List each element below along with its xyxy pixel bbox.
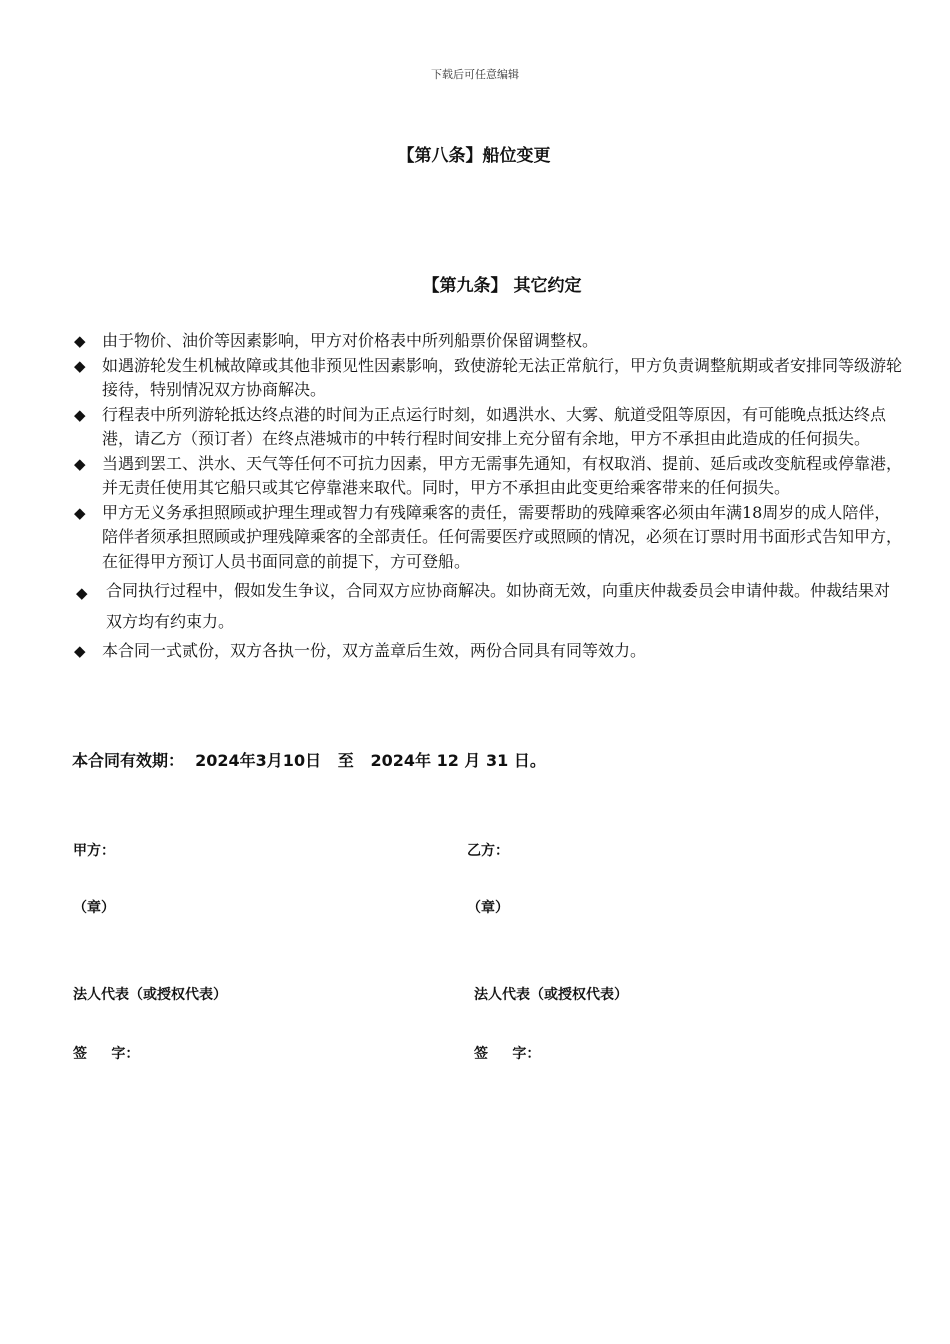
contract-validity: 本合同有效期： 2024年3月10日 至 2024年 12 月 31 日。 xyxy=(72,751,546,770)
terms-list xyxy=(74,329,904,664)
header-note: 下载后可任意编辑 xyxy=(431,68,519,81)
diamond-bullet-icon: ◆ xyxy=(74,356,86,375)
term-text: 如遇游轮发生机械故障或其他非预见性因素影响，致使游轮无法正常航行，甲方负责调整航期或者安排同等级游轮接待，特别情况双方协商解决。 xyxy=(102,355,903,399)
party-a-seal: （章） xyxy=(73,900,115,916)
term-text: 行程表中所列游轮抵达终点港的时间为正点运行时刻，如遇洪水、大雾、航道受阻等原因，有可能晚点抵达终点港，请乙方（预订者）在终点港城市的中转行程时间安排上充分留有余地，甲方不承担由此造成的任何损失。 xyxy=(102,404,887,448)
diamond-bullet-icon: ◆ xyxy=(74,405,86,424)
term-item xyxy=(74,354,904,403)
term-item xyxy=(74,575,904,637)
diamond-bullet-icon: ◆ xyxy=(74,503,86,522)
article-9-title: 【第九条】 其它约定 xyxy=(422,276,582,296)
term-item xyxy=(74,501,904,575)
term-item xyxy=(74,639,904,664)
term-item xyxy=(74,403,904,452)
diamond-bullet-icon: ◆ xyxy=(74,454,86,473)
term-text: 本合同一式贰份，双方各执一份，双方盖章后生效，两份合同具有同等效力。 xyxy=(102,641,647,660)
term-item xyxy=(74,452,904,501)
party-a-label: 甲方： xyxy=(73,843,115,859)
diamond-bullet-icon: ◆ xyxy=(74,332,86,350)
party-a-signature: 签 字： xyxy=(73,1046,140,1062)
term-text: 合同执行过程中，假如发生争议，合同双方应协商解决。如协商无效，向重庆仲裁委员会申请仲裁。仲裁结果对双方均有约束力。 xyxy=(106,581,891,631)
diamond-bullet-icon: ◆ xyxy=(74,642,86,660)
term-text: 当遇到罢工、洪水、天气等任何不可抗力因素，甲方无需事先通知，有权取消、提前、延后或改变航程或停靠港，并无责任使用其它船只或其它停靠港来取代。同时，甲方不承担由此变更给乘客带来的任何损失。 xyxy=(102,453,903,497)
party-b-seal: （章） xyxy=(467,900,509,916)
article-8-title: 【第八条】船位变更 xyxy=(397,146,551,166)
party-b-label: 乙方： xyxy=(467,843,509,859)
diamond-bullet-icon: ◆ xyxy=(76,584,88,602)
term-item xyxy=(74,329,904,354)
party-b-representative: 法人代表（或授权代表） xyxy=(474,987,628,1003)
term-text: 甲方无义务承担照顾或护理生理或智力有残障乘客的责任，需要帮助的残障乘客必须由年满18周岁的成人陪伴，陪伴者须承担照顾或护理残障乘客的全部责任。任何需要医疗或照顾的情况，必须在订票时用书面形式告知甲方，在征得甲方预订人员书面同意的前提下，方可登船。 xyxy=(102,502,903,571)
party-a-representative: 法人代表（或授权代表） xyxy=(73,987,227,1003)
term-text: 由于物价、油价等因素影响，甲方对价格表中所列船票价保留调整权。 xyxy=(102,331,599,350)
party-b-signature: 签 字： xyxy=(474,1046,541,1062)
